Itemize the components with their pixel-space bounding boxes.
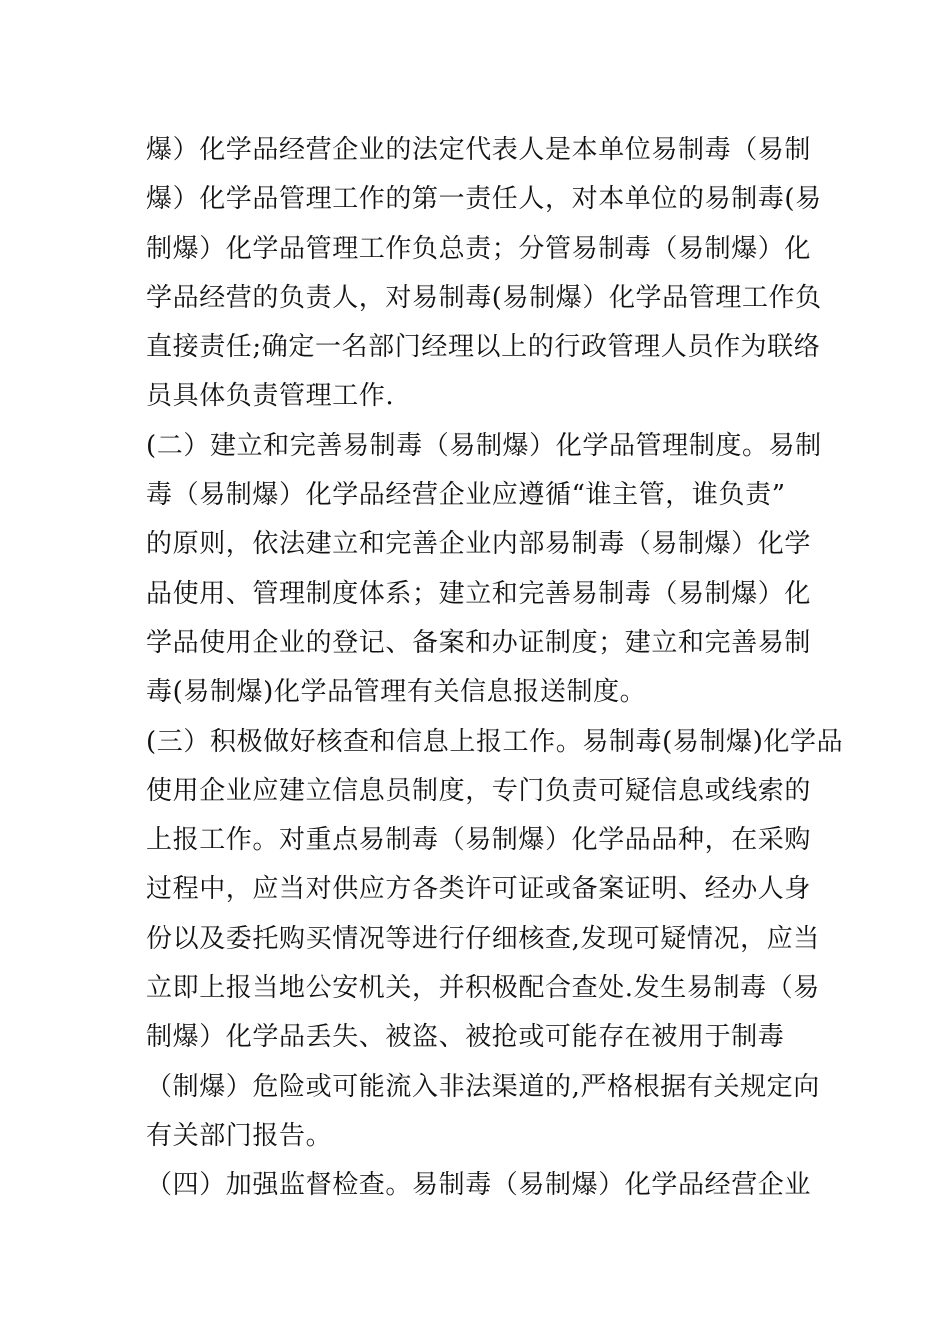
text-line: 品使用、管理制度体系；建立和完善易制毒（易制爆）化 <box>146 578 812 609</box>
text-line: 爆）化学品管理工作的第一责任人，对本单位的易制毒(易 <box>146 184 822 215</box>
text-line: 毒(易制爆)化学品管理有关信息报送制度。 <box>146 677 647 708</box>
text-line: 使用企业应建立信息员制度，专门负责可疑信息或线索的 <box>146 775 812 806</box>
body-text <box>146 126 844 1211</box>
text-line: 制爆）化学品丢失、被盗、被抢或可能存在被用于制毒 <box>146 1022 785 1053</box>
text-line: 直接责任;确定一名部门经理以上的行政管理人员作为联络 <box>146 332 821 363</box>
text-line: 有关部门报告。 <box>146 1120 333 1151</box>
text-line: 过程中，应当对供应方各类许可证或备案证明、经办人身 <box>146 874 812 905</box>
text-line: 学品经营的负责人，对易制毒(易制爆）化学品管理工作负 <box>146 282 822 313</box>
text-line: 毒（易制爆）化学品经营企业应遵循“谁主管，谁负责” <box>146 480 786 511</box>
text-line: 爆）化学品经营企业的法定代表人是本单位易制毒（易制 <box>146 135 812 165</box>
section-heading-line: (三）积极做好核查和信息上报工作。易制毒(易制爆)化学品 <box>146 726 844 757</box>
text-line: 上报工作。对重点易制毒（易制爆）化学品品种，在采购 <box>146 825 812 856</box>
text-line: 员具体负责管理工作. <box>146 381 395 412</box>
section-heading-line: (二）建立和完善易制毒（易制爆）化学品管理制度。易制 <box>146 430 822 461</box>
text-line: 立即上报当地公安机关，并积极配合查处.发生易制毒（易 <box>146 973 820 1004</box>
text-line: （制爆）危险或可能流入非法渠道的,严格根据有关规定向 <box>146 1071 820 1102</box>
text-line: 学品使用企业的登记、备案和办证制度；建立和完善易制 <box>146 627 812 658</box>
section-heading-line: （四）加强监督检查。易制毒（易制爆）化学品经营企业 <box>146 1170 812 1201</box>
text-line: 的原则，依法建立和完善企业内部易制毒（易制爆）化学 <box>146 529 812 560</box>
text-line: 份以及委托购买情况等进行仔细核查,发现可疑情况，应当 <box>146 923 820 954</box>
text-line: 制爆）化学品管理工作负总责；分管易制毒（易制爆）化 <box>146 233 812 264</box>
